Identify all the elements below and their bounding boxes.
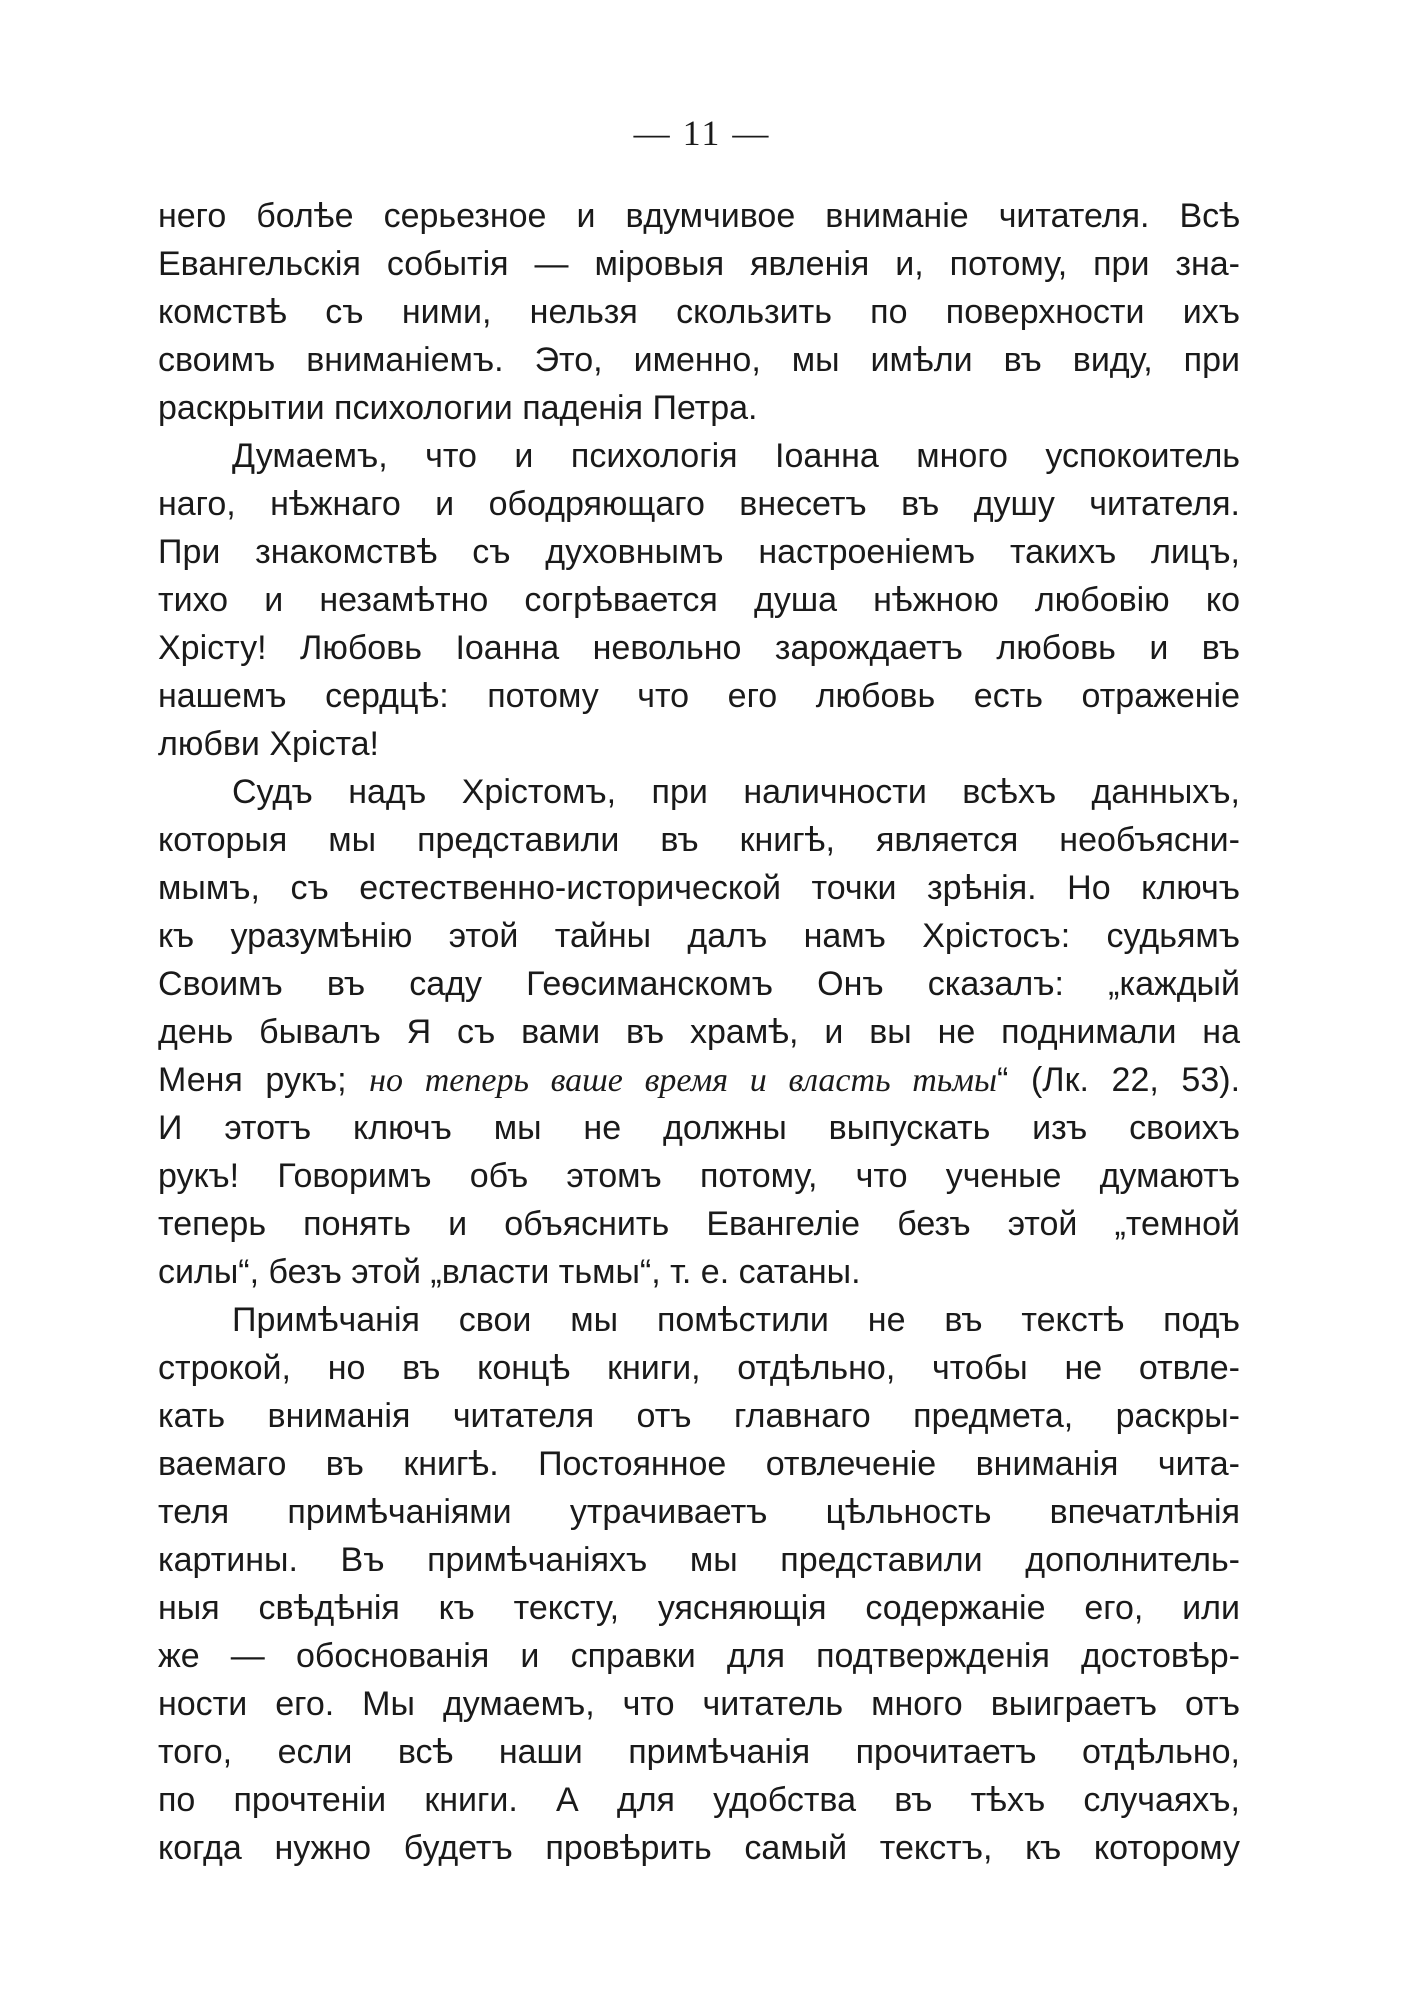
text-line: Хрісту! Любовь Іоанна невольно зарождаетъ любовь и въ	[158, 629, 1240, 667]
text-line: наго, нѣжнаго и ободряющаго внесетъ въ душу читателя.	[158, 485, 1240, 523]
text-line: теля примѣчаніями утрачиваетъ цѣльность впечатлѣнія	[158, 1493, 1240, 1531]
text-line: картины. Въ примѣчаніяхъ мы представили дополнитель-	[158, 1541, 1240, 1579]
text-line: комствѣ съ ними, нельзя скользить по поверхности ихъ	[158, 293, 1240, 331]
text-line: Примѣчанія свои мы помѣстили не въ текстѣ подъ	[232, 1301, 1240, 1339]
text-line: При знакомствѣ съ духовнымъ настроеніемъ такихъ лицъ,	[158, 533, 1240, 571]
text-line: ваемаго въ книгѣ. Постоянное отвлеченіе вниманія чита-	[158, 1445, 1240, 1483]
text-segment: Меня рукъ;	[158, 1061, 347, 1099]
text-line: ныя свѣдѣнія къ тексту, уясняющія содержаніе его, или	[158, 1589, 1240, 1627]
text-line: же — обоснованія и справки для подтвержденія достовѣр-	[158, 1637, 1240, 1675]
text-line: любви Хріста!	[158, 725, 379, 763]
text-line: кать вниманія читателя отъ главнаго предмета, раскры-	[158, 1397, 1240, 1435]
page-number: — 11 —	[633, 113, 771, 153]
text-line: силы“, безъ этой „власти тьмы“, т. е. сатаны.	[158, 1253, 861, 1291]
text-line: ности его. Мы думаемъ, что читатель много выиграетъ отъ	[158, 1685, 1240, 1723]
text-line: по прочтеніи книги. А для удобства въ тѣхъ случаяхъ,	[158, 1781, 1240, 1819]
text-line: рукъ! Говоримъ объ этомъ потому, что ученые думаютъ	[158, 1157, 1240, 1195]
text-line: къ уразумѣнію этой тайны далъ намъ Хрістосъ: судьямъ	[158, 917, 1240, 955]
text-line: тихо и незамѣтно согрѣвается душа нѣжною любовію ко	[158, 581, 1240, 619]
text-line: Своимъ въ саду Геѳсиманскомъ Онъ сказалъ: „каждый	[158, 965, 1240, 1003]
text-line: нашемъ сердцѣ: потому что его любовь есть отраженіе	[158, 677, 1240, 715]
text-line: Евангельскія событія — міровыя явленія и, потому, при зна-	[158, 245, 1240, 283]
text-line: него болѣе серьезное и вдумчивое вниманіе читателя. Всѣ	[158, 197, 1240, 235]
text-line: когда нужно будетъ провѣрить самый текстъ, къ которому	[158, 1829, 1240, 1867]
text-line: И этотъ ключъ мы не должны выпускать изъ своихъ	[158, 1109, 1240, 1147]
text-line: раскрытии психологии паденія Петра.	[158, 389, 758, 427]
text-line: Судъ надъ Хрістомъ, при наличности всѣхъ данныхъ,	[232, 773, 1240, 811]
text-line: теперь понять и объяснить Евангеліе безъ этой „темной	[158, 1205, 1240, 1243]
text-segment: “ (Лк. 22, 53).	[997, 1061, 1241, 1099]
text-line: день бывалъ Я съ вами въ храмѣ, и вы не поднимали на	[158, 1013, 1240, 1051]
text-line: Думаемъ, что и психологія Іоанна много успокоитель	[232, 437, 1240, 475]
italic-quote: но теперь ваше время и власть тьмы	[369, 1062, 997, 1099]
text-line: строкой, но въ концѣ книги, отдѣльно, чтобы не отвле-	[158, 1349, 1240, 1387]
text-line: того, если всѣ наши примѣчанія прочитаетъ отдѣльно,	[158, 1733, 1240, 1771]
text-line: которыя мы представили въ книгѣ, является необъясни-	[158, 821, 1240, 859]
text-line-with-quote	[158, 1060, 1240, 1101]
text-line: своимъ вниманіемъ. Это, именно, мы имѣли въ виду, при	[158, 341, 1240, 379]
text-line: мымъ, съ естественно-исторической точки зрѣнія. Но ключъ	[158, 869, 1240, 907]
